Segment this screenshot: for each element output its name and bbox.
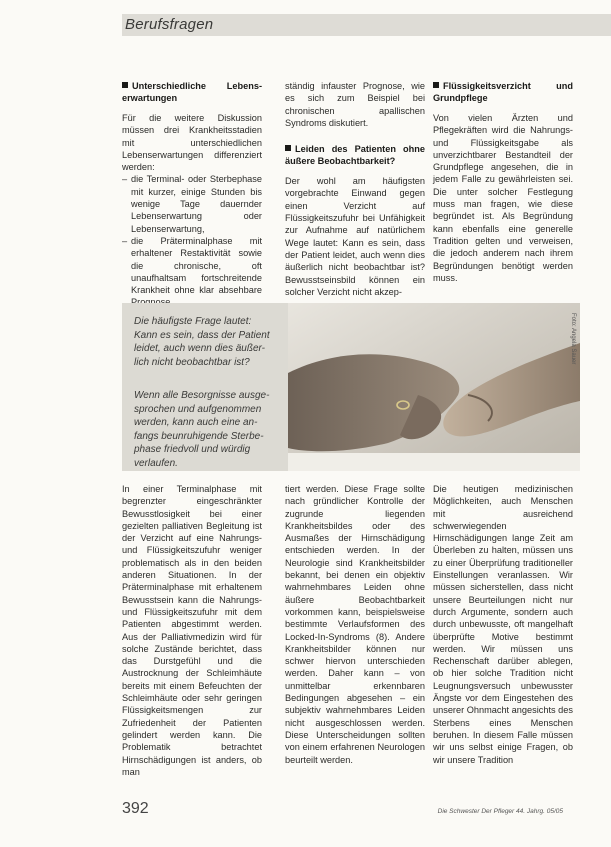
column-2-bottom [285,483,425,766]
pull-quote-and-photo [122,303,580,471]
paragraph: In einer Terminalphase mit begrenzter eingeschränkter Bewusstlosigkeit bei einer gezielten palliativen Begleitung ist der Verzicht auf eine Nahrungs- und Flüssigkeitszufuhr weniger problematisch als in den beiden anderen Situationen. In der Präterminalphase mit erhaltenem Bewusstsein kann die Nahrungs- und Flüssigkeitszufuhr mit dem Patienten abgestimmt werden. Aus der Palliativmedizin wird für solche Zustände berichtet, dass das Durstgefühl und die Austrocknung der Schleimhäute bereits mit einem Befeuchten der Schleimhäute oder sehr geringen Flüssigkeitsmengen zur Zufriedenheit der Patienten gelindert werden kann. Die Problematik betrachtet Hirnschädigungen ist anders, ob man [122,484,262,777]
column-heading: Leiden des Patienten ohne äußere Beobachtbarkeit? [285,144,425,167]
column-heading: Unterschiedliche Lebens- erwartungen [122,81,262,103]
section-title: Berufsfragen [125,16,214,33]
page-header [0,0,611,42]
holding-hands-image [288,303,580,471]
column-1-top [122,80,262,309]
hands-photo [288,303,580,471]
photo-credit: Foto: Angela Sauer [570,313,576,365]
paragraph: Der wohl am häufigsten vorgebrachte Einwand gegen einen Verzicht auf Flüssigkeitszufuhr bei Unfähigkeit zur Aufnahme auf natürlichem Wege lautet: Kann es sein, dass der Patient leidet, auch wenn dies äußerlich nicht beobachtbar ist? Bewusstseinsbild können ein solcher Verzicht nicht akzep- [285,176,425,297]
paragraph: tiert werden. Diese Frage sollte nach gründlicher Kontrolle der zugrunde liegenden Krankheitsbildes oder des Ausmaßes der Hirnschädigung entschieden werden. In der Neurologie sind Krankheitsbilder bekannt, bei denen ein objektiv wahrnehmbares Leiden ohne äußere Beobachtbarkeit vorkommen kann, beispielsweise bestimmte Verlaufsformen des Locked-In-Syndroms (8). Andere Krankheitsbilder können nur schwer hiervon unterschieden werden. Daher kann – von unmittelbar erkennbaren Bedingungen abgesehen – ein subjektiv wahrnehmbares Leiden nicht ausgeschlossen werden. Diese Unterscheidungen sollten von einem erfahrenen Neurologen beurteilt werden. [285,484,425,765]
page-number: 392 [122,800,149,817]
list-item: – die Präterminalphase mit erhaltener Restaktivität sowie die chronische, oft unaufhaltsam fortschreitende Krankheit ohne klar absehbare [122,235,262,309]
column-3-bottom [433,483,573,766]
column-3-top [433,80,573,284]
square-bullet-icon [285,145,291,151]
square-bullet-icon [122,82,128,88]
paragraph: Die heutigen medizinischen Möglichkeiten, auch Menschen mit ausreichend schwerwiegenden Hirnschädigungen lange Zeit am Überleben zu halten, müssen uns zu einer Überprüfung traditioneller Einstellungen veranlassen. Wir müssen sicherstellen, dass nicht unsere Beurteilungen nicht nur durch Argumente, sondern auch durch unbewusste, oft mangelhaft überprüfte Motive bestimmt werden. Wir müssen uns Rechenschaft darüber ablegen, ob hier solche Tradition nicht Leugnungsversuch unbewusster Ängste vor dem Eingestehen des unserer Ohnmacht angesichts des Sterbens eines Menschen beruhen. In diesem Falle müssen wir uns selbst einige Fragen, ob wir unsere Tradition [433,484,573,765]
square-bullet-icon [433,82,439,88]
paragraph: ständig infauster Prognose, wie es sich zum Beispiel bei chronischen apallischen Syndroms diskutiert. [285,81,425,128]
bullet-list [122,173,262,308]
paragraph: Von vielen Ärzten und Pflegekräften wird die Nahrungs- und Flüssigkeitsgabe als unverzichtbarer Bestandteil der Grundpflege angesehen, die in jedem Falle zu gewährleisten sei. Die unter solcher Festlegung muss man fragen, wie diese begründet ist. Als Begründung kann ebenfalls eine generelle Tradition gelten und verweisen, die jedoch anderem nach ihrem Begründungen benötigt werden muss. [433,113,573,283]
pull-quote-1: Die häufigste Frage lautet: Kann es sein, dass der Patient leidet, auch wenn dies äußer- lich nicht beobachtbar ist? [134,316,270,368]
pull-quote-box [122,303,288,471]
journal-source: Die Schwester Der Pfleger 44. Jahrg. 05/05 [437,808,563,815]
paragraph: Für die weitere Diskussion müssen drei Krankheitsstadien mit unterschiedlichen Lebenserwartungen differenziert werden: [122,113,262,173]
column-2-top [285,80,425,298]
pull-quote-2: Wenn alle Besorgnisse ausge- sprochen und aufgenommen werden, kann auch eine an- fangs beunruhigende Sterbe- phase friedvoll und würdig verlaufen. [134,390,270,469]
column-heading: Flüssigkeitsverzicht und Grundpflege [433,81,573,103]
column-1-bottom [122,483,262,778]
list-item: – die Terminal- oder Sterbephase mit kurzer, einige Stunden bis wenige Tage dauernder Lebenserwartung oder Lebenserwartung, [122,173,262,234]
